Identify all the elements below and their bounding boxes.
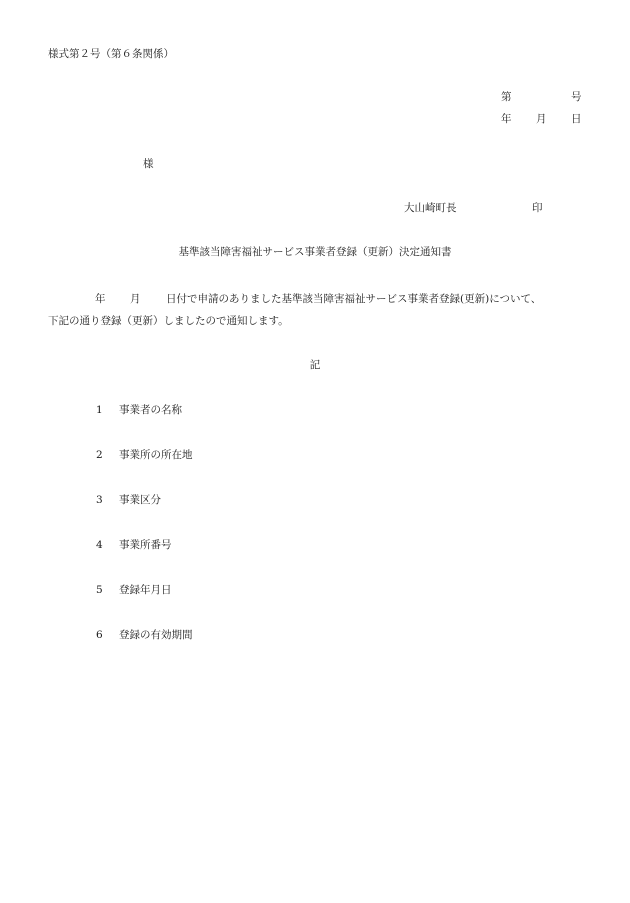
- issuer-seal-mark: 印: [532, 202, 543, 214]
- body-year-label: 年: [95, 293, 106, 305]
- addressee-honorific: 様: [143, 158, 154, 170]
- item-label-office-number: 事業所番号: [119, 539, 172, 551]
- body-month-label: 月: [130, 293, 141, 305]
- body-line-1-text: 日付で申請のありました基準該当障害福祉サービス事業者登録(更新)について、: [166, 293, 542, 305]
- item-number: 5: [96, 584, 103, 596]
- doc-number-prefix: 第: [501, 91, 512, 103]
- date-year-label: 年: [501, 113, 512, 125]
- issuer-name: 大山崎町長: [404, 202, 457, 214]
- form-label: 様式第２号（第６条関係）: [48, 48, 174, 60]
- item-label-validity-period: 登録の有効期間: [119, 629, 193, 641]
- doc-number-suffix: 号: [571, 91, 582, 103]
- document-title: 基準該当障害福祉サービス事業者登録（更新）決定通知書: [178, 246, 452, 258]
- ki-heading: 記: [309, 359, 321, 371]
- item-label-business-category: 事業区分: [119, 494, 161, 506]
- item-number: 1: [96, 404, 103, 416]
- item-number: 4: [96, 539, 103, 551]
- date-day-label: 日: [571, 113, 582, 125]
- item-label-business-name: 事業者の名称: [119, 404, 182, 416]
- item-label-office-address: 事業所の所在地: [119, 449, 193, 461]
- item-number: 3: [96, 494, 103, 506]
- item-number: 2: [96, 449, 103, 461]
- date-month-label: 月: [536, 113, 547, 125]
- item-number: 6: [96, 629, 103, 641]
- body-line-2-text: 下記の通り登録（更新）しましたので通知します。: [48, 315, 289, 327]
- item-label-registration-date: 登録年月日: [119, 584, 172, 596]
